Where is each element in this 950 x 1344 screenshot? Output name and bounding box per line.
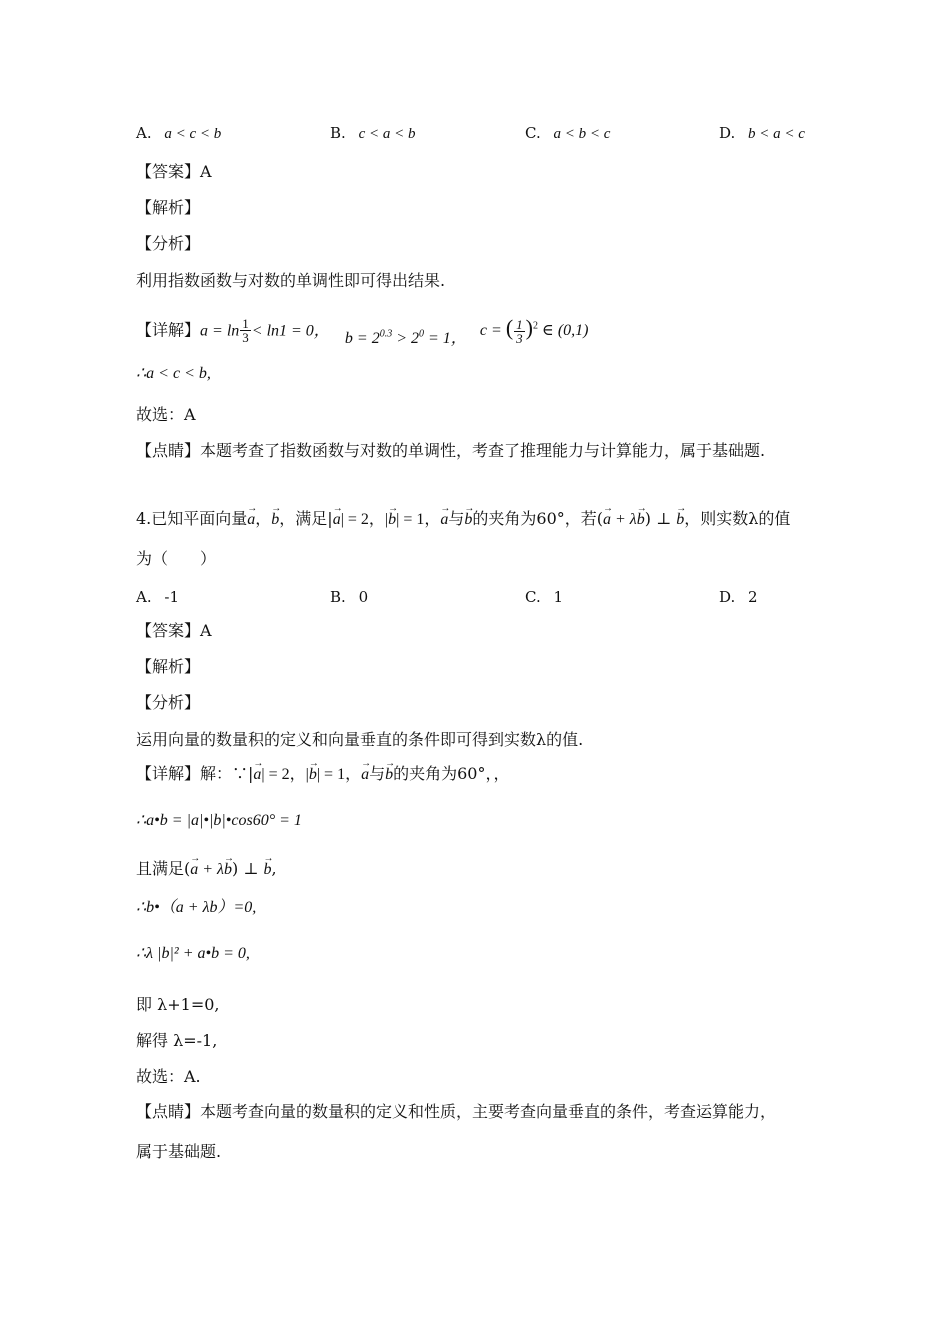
detail-c-rest: ∈ (0,1) — [541, 322, 589, 340]
q4-answer: 【答案】A — [136, 621, 212, 640]
frac-num: 1 — [242, 316, 249, 332]
detail-b-expr — [345, 330, 467, 347]
vector-b: → b — [637, 509, 645, 531]
q4-step6: 解得 λ=-1, — [136, 1031, 218, 1050]
q4-detail — [136, 763, 509, 786]
fraction — [240, 317, 251, 344]
detail-text: | = 1， — [316, 766, 362, 783]
option-letter: A. — [136, 588, 152, 606]
detail-text: 的夹角为60°，， — [393, 764, 510, 783]
detail-text: 【详解】解：∵| — [136, 764, 254, 783]
paren-close: ) — [525, 315, 533, 341]
option-expr: a < b < c — [553, 126, 611, 142]
vector-a: → a — [253, 764, 261, 786]
stem-text: | = 1， — [396, 511, 441, 528]
step-text: , — [271, 859, 277, 878]
option-letter: B. — [330, 588, 346, 606]
step-text: + λ — [198, 861, 224, 878]
option-letter: C. — [525, 124, 541, 142]
detail-b-rest: = 1， — [424, 330, 467, 348]
option-value: -1 — [164, 588, 180, 606]
stem-text: 与 — [448, 509, 465, 528]
q4-option-c — [525, 586, 563, 608]
stem-text: 4.已知平面向量 — [136, 509, 248, 528]
frac-num: 1 — [516, 317, 523, 333]
detail-b-base: b = 2 — [344, 330, 380, 348]
option-letter: D. — [719, 588, 736, 606]
stem-text: ，满足| — [279, 509, 333, 528]
q3-option-b — [330, 122, 415, 145]
vector-b: → b — [388, 509, 396, 531]
q3-answer: 【答案】A — [136, 162, 212, 181]
detail-c-base: c = — [479, 322, 506, 340]
detail-a-rest: < ln1 = 0， — [251, 322, 330, 340]
vector-b: → b — [676, 509, 684, 531]
stem-text: ，则实数λ的值 — [684, 509, 791, 528]
q3-option-d — [719, 122, 805, 145]
q4-analysis: 运用向量的数量积的定义和向量垂直的条件即可得到实数λ的值. — [136, 730, 584, 749]
option-expr: b < a < c — [748, 126, 805, 142]
vector-a: → a — [247, 509, 255, 531]
exponent: 0 — [419, 329, 424, 340]
q4-fenxi-label: 【分析】 — [136, 693, 201, 712]
vector-a: → a — [603, 509, 611, 531]
q3-option-c — [525, 122, 610, 145]
q4-comment-line2: 属于基础题. — [136, 1142, 222, 1161]
q4-option-b — [330, 586, 368, 608]
option-value: 1 — [553, 588, 564, 606]
q3-choose: 故选：A — [136, 405, 196, 424]
q4-option-a — [136, 586, 179, 608]
option-value: 2 — [748, 588, 758, 606]
fraction — [514, 318, 525, 345]
detail-text: | = 2，| — [261, 766, 309, 783]
q4-stem-line1: 4.已知平面向量→ a，→ b，满足|→ a| = 2，|→ b| = 1，→ a与→ b的夹角为60°，若(→ a + λ→ b) ⊥ → b，则实数λ的值 — [136, 508, 790, 531]
q4-step2 — [136, 858, 277, 881]
q4-choose: 故选：A. — [136, 1067, 201, 1086]
option-value: 0 — [358, 588, 369, 606]
q4-step1: ∴a•b = |a|•|b|•cos60° = 1 — [136, 812, 302, 829]
option-letter: A. — [136, 124, 152, 142]
q4-step4: ∴λ |b|² + a•b = 0, — [136, 945, 250, 962]
exponent: 0.3 — [379, 329, 393, 340]
q4-jiexi-label: 【解析】 — [136, 657, 201, 676]
vector-a: → a — [333, 509, 341, 531]
vector-b: → b — [385, 764, 393, 786]
q3-comment: 【点睛】本题考查了指数函数与对数的单调性，考查了推理能力与计算能力，属于基础题. — [136, 441, 766, 460]
exponent: 2 — [532, 321, 538, 332]
step-text: ) ⊥ — [231, 859, 264, 878]
option-expr: c < a < b — [358, 126, 416, 142]
detail-c-expr — [479, 315, 589, 347]
vector-a: → a — [361, 764, 369, 786]
detail-text: 与 — [369, 764, 386, 783]
vector-a: → a — [190, 859, 198, 881]
stem-text: + λ — [611, 511, 637, 528]
frac-den: 3 — [516, 331, 523, 347]
detail-a-expr: a = ln — [200, 322, 240, 340]
option-letter: D. — [719, 124, 736, 142]
q4-option-d — [719, 586, 758, 608]
detail-label: 【详解】 — [136, 320, 201, 340]
paren-open: ( — [505, 315, 514, 341]
q3-detail — [136, 315, 589, 348]
stem-text: | = 2，| — [340, 511, 389, 528]
vector-b: → b — [224, 859, 232, 881]
stem-text: 的夹角为60°，若( — [472, 509, 603, 528]
stem-text: ) ⊥ — [644, 509, 677, 528]
detail-b-mid: > 2 — [392, 330, 419, 348]
q4-stem-line2: 为（ ） — [136, 549, 217, 568]
vector-a: → a — [440, 509, 448, 531]
option-letter: B. — [330, 124, 346, 142]
q3-option-a — [136, 122, 221, 145]
option-letter: C. — [525, 588, 541, 606]
option-expr: a < c < b — [164, 126, 222, 142]
q3-therefore: ∴a < c < b, — [136, 365, 211, 382]
step-text: 且满足( — [136, 859, 191, 878]
q4-step5: 即 λ+1=0, — [136, 995, 220, 1014]
frac-den: 3 — [242, 330, 249, 346]
q4-step3: ∴b•（a + λb）=0, — [136, 899, 257, 916]
vector-b: → b — [271, 509, 279, 531]
q3-analysis: 利用指数函数与对数的单调性即可得出结果. — [136, 271, 446, 290]
q3-jiexi-label: 【解析】 — [136, 198, 201, 217]
vector-b: → b — [464, 509, 472, 531]
q4-comment-line1: 【点睛】本题考查向量的数量积的定义和性质，主要考查向量垂直的条件，考查运算能力， — [136, 1102, 777, 1121]
q3-fenxi-label: 【分析】 — [136, 234, 201, 253]
vector-b: → b — [309, 764, 317, 786]
vector-b: → b — [263, 859, 271, 881]
